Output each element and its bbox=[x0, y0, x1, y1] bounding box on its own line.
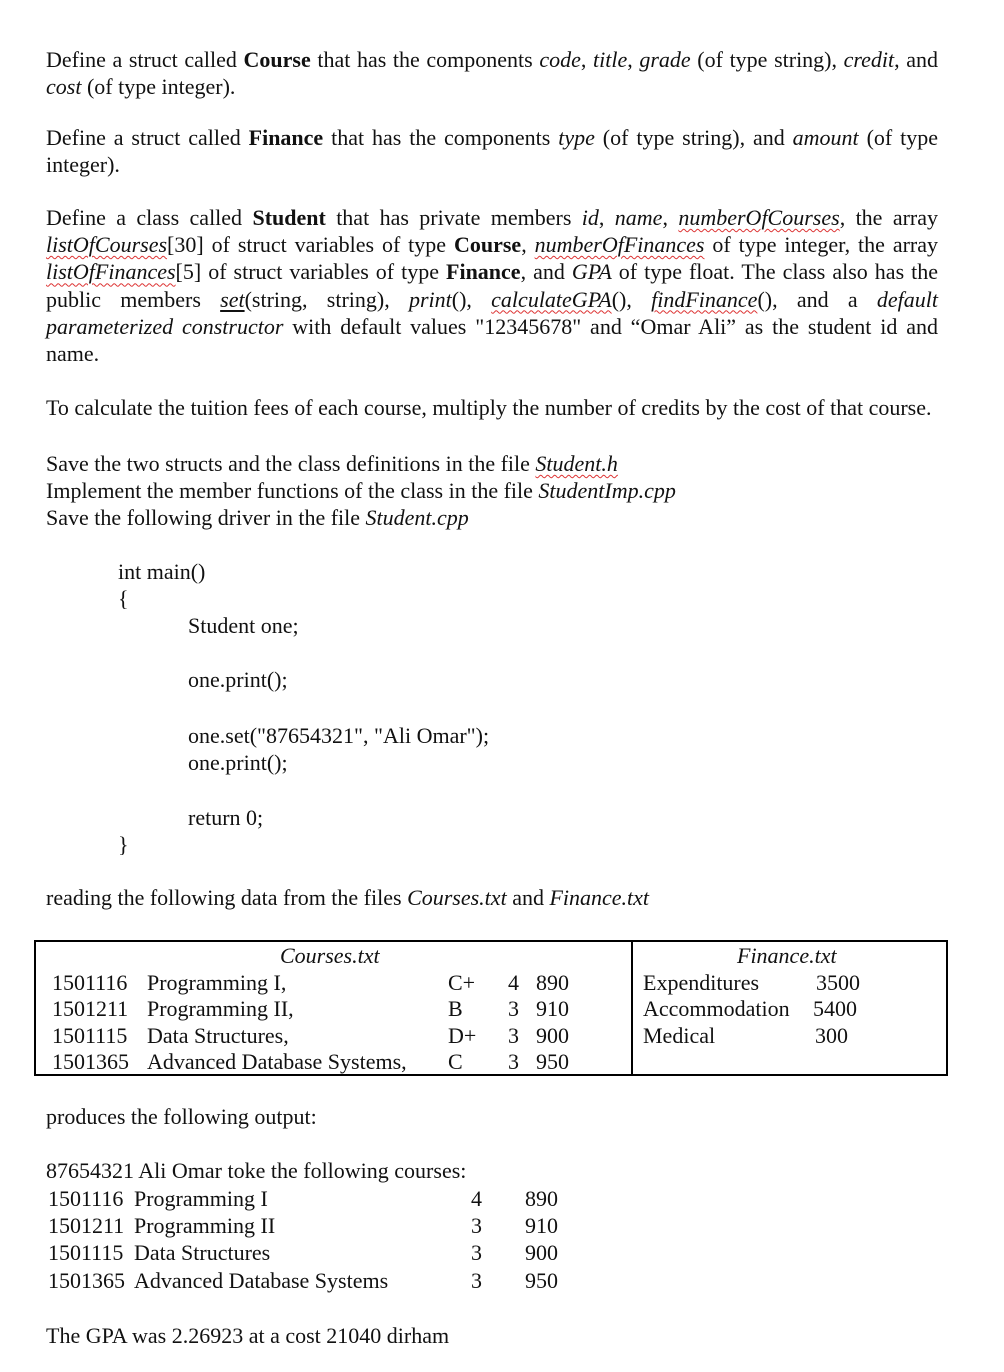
code-print-1: one.print(); bbox=[188, 667, 288, 692]
finance-file-title: Finance.txt bbox=[737, 943, 837, 968]
finance-row-type: Medical bbox=[643, 1023, 716, 1048]
course-row-id: 1501365 bbox=[52, 1049, 129, 1074]
finance-row-amount: 3500 bbox=[816, 970, 860, 995]
output-intro: produces the following output: bbox=[46, 1104, 317, 1129]
course-row-cost: 910 bbox=[536, 996, 569, 1021]
output-row-name: Advanced Database Systems bbox=[134, 1268, 389, 1293]
output-row-name: Programming I bbox=[134, 1186, 268, 1211]
code-return: return 0; bbox=[188, 805, 264, 830]
student-class-paragraph: Define a class called Student that has private members id, name, numberOfCourses, the array listOfCourses[30] of struct variables of type Course, numberOfFinances of type integer, the array listOfFinances[5] of struct variables of type Finance, and GPA of type float. The class also has the public members set(string, string), print(), calculateGPA(), findFinance(), and a default parameterized constructor with default values "12345678" and “Omar Ali” as the student id and name. bbox=[46, 205, 939, 367]
output-row-cost: 950 bbox=[525, 1268, 558, 1293]
output-row-id: 1501365 bbox=[48, 1268, 125, 1293]
course-row-cost: 890 bbox=[536, 970, 569, 995]
code-close-brace: } bbox=[118, 832, 129, 857]
course-row-grade: D+ bbox=[448, 1023, 477, 1048]
course-row-name: Programming II, bbox=[147, 996, 294, 1021]
finance-row-amount: 5400 bbox=[813, 996, 857, 1021]
finance-row-type: Expenditures bbox=[643, 970, 760, 995]
course-row-credit: 3 bbox=[508, 1023, 519, 1048]
output-row-credit: 4 bbox=[471, 1186, 482, 1211]
reading-line: reading the following data from the files Courses.txt and Finance.txt bbox=[46, 885, 650, 910]
finance-row-type: Accommodation bbox=[643, 996, 790, 1021]
course-row-name: Programming I, bbox=[147, 970, 287, 995]
course-row-name: Data Structures, bbox=[147, 1023, 289, 1048]
output-row-credit: 3 bbox=[471, 1268, 482, 1293]
save-driver-line: Save the following driver in the file Student.cpp bbox=[46, 505, 469, 530]
output-row-cost: 910 bbox=[525, 1213, 558, 1238]
output-row-name: Programming II bbox=[134, 1213, 276, 1238]
output-row-cost: 900 bbox=[525, 1240, 558, 1265]
course-row-id: 1501116 bbox=[52, 970, 128, 995]
output-row-id: 1501116 bbox=[48, 1186, 124, 1211]
tuition-paragraph: To calculate the tuition fees of each course, multiply the number of credits by the cost of that course. bbox=[46, 395, 932, 420]
finance-struct-paragraph: Define a struct called Finance that has the components type (of type string), and amount (of type integer). bbox=[46, 125, 939, 177]
course-row-grade: C+ bbox=[448, 970, 476, 995]
courses-file-box bbox=[34, 940, 633, 1076]
course-row-id: 1501115 bbox=[52, 1023, 128, 1048]
implement-line: Implement the member functions of the class in the file StudentImp.cpp bbox=[46, 478, 676, 503]
course-row-name: Advanced Database Systems, bbox=[147, 1049, 407, 1074]
code-set: one.set("87654321", "Ali Omar"); bbox=[188, 723, 490, 748]
course-row-grade: C bbox=[448, 1049, 463, 1074]
code-open-brace: { bbox=[118, 586, 129, 611]
course-row-id: 1501211 bbox=[52, 996, 129, 1021]
output-row-credit: 3 bbox=[471, 1213, 482, 1238]
course-row-grade: B bbox=[448, 996, 463, 1021]
code-declaration: Student one; bbox=[188, 613, 299, 638]
course-row-cost: 950 bbox=[536, 1049, 569, 1074]
output-row-id: 1501115 bbox=[48, 1240, 124, 1265]
save-header-line: Save the two structs and the class definitions in the file Student.h bbox=[46, 451, 618, 476]
finance-file-box bbox=[631, 940, 948, 1076]
code-print-2: one.print(); bbox=[188, 750, 288, 775]
course-struct-paragraph: Define a struct called Course that has the components code, title, grade (of type string), credit, and cost (of type integer). bbox=[46, 47, 939, 99]
output-header: 87654321 Ali Omar toke the following courses: bbox=[46, 1158, 467, 1183]
output-row-id: 1501211 bbox=[48, 1213, 125, 1238]
output-summary: The GPA was 2.26923 at a cost 21040 dirham bbox=[46, 1323, 450, 1348]
course-row-cost: 900 bbox=[536, 1023, 569, 1048]
code-main: int main() bbox=[118, 559, 206, 584]
course-row-credit: 3 bbox=[508, 1049, 519, 1074]
course-row-credit: 4 bbox=[508, 970, 519, 995]
course-row-credit: 3 bbox=[508, 996, 519, 1021]
courses-file-title: Courses.txt bbox=[280, 943, 380, 968]
output-row-cost: 890 bbox=[525, 1186, 558, 1211]
finance-row-amount: 300 bbox=[815, 1023, 848, 1048]
output-row-name: Data Structures bbox=[134, 1240, 271, 1265]
output-row-credit: 3 bbox=[471, 1240, 482, 1265]
